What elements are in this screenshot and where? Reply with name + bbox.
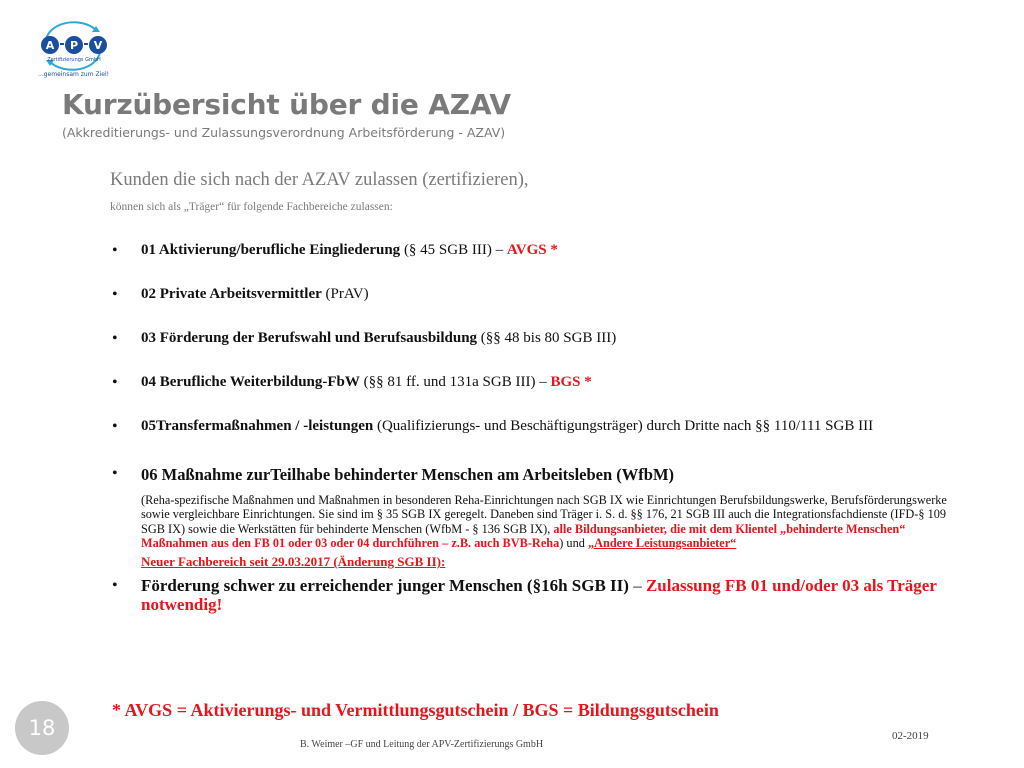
list-item: • 05Transfermaßnahmen / -leistungen (Qualifizierungs- und Beschäftigungsträger) durch Dritte nach §§ 110/111 SGB III xyxy=(110,418,931,435)
svg-text:P: P xyxy=(69,39,79,52)
page-title: Kurzübersicht über die AZAV xyxy=(62,88,511,121)
footnote: * AVGS = Aktivierungs- und Vermittlungsgutschein / BGS = Bildungsgutschein xyxy=(112,700,719,720)
svg-text:A: A xyxy=(45,39,55,52)
list-item-06 xyxy=(110,465,960,570)
fachbereich-list xyxy=(110,242,960,614)
item06-description: (Reha-spezifische Maßnahmen und Maßnahmen in besonderen Reha-Einrichtungen nach SGB IX wie Einrichtungen Berufsbildungswerke, Berufsförderungswerke sowie vergleichbare Einrichtungen. Sie sind im § 35 SGB IX geregelt. Daneben sind Träger i. S. d. §§ 176, 21 SGB III auch die Integrationsfachdienste (IFD-§ 109 SGB IX) sowie die Werkstätten für behinderte Menschen (WfbM - § 136 SGB IX), alle Bildungsanbieter, die mit dem Klientel „behinderte Menschen“ Maßnahmen aus den FB 01 oder 03 oder 04 durchführen – z.B. auch BVB-Reha) und „Andere Leistungsanbieter“ xyxy=(141,493,947,550)
intro-heading: Kunden die sich nach der AZAV zulassen (zertifizieren), xyxy=(110,170,529,190)
page-number: 18 xyxy=(15,701,69,755)
list-item: • 04 Berufliche Weiterbildung-FbW (§§ 81 ff. und 131a SGB III) – BGS * xyxy=(110,374,960,391)
svg-text:Zertifizierungs GmbH: Zertifizierungs GmbH xyxy=(47,57,101,63)
list-item: • 03 Förderung der Berufswahl und Berufsausbildung (§§ 48 bis 80 SGB III) xyxy=(110,330,960,347)
intro-subline: können sich als „Träger“ für folgende Fachbereiche zulassen: xyxy=(110,201,393,213)
logo-emblem xyxy=(34,18,114,74)
item06-heading: • 06 Maßnahme zurTeilhabe behinderter Menschen am Arbeitsleben (WfbM) xyxy=(141,465,675,484)
logo-tagline: ...gemeinsam zum Ziel! xyxy=(38,71,110,78)
svg-text:V: V xyxy=(93,39,103,52)
new-area-note: Neuer Fachbereich seit 29.03.2017 (Änderung SGB II): xyxy=(141,554,446,570)
list-item: • Förderung schwer zu erreichender junger Menschen (§16h SGB II) – Zulassung FB 01 und/oder 03 als Träger notwendig! xyxy=(110,576,961,614)
list-item: • 01 Aktivierung/berufliche Eingliederung (§ 45 SGB III) – AVGS * xyxy=(110,242,960,259)
page-subtitle: (Akkreditierungs- und Zulassungsverordnung Arbeitsförderung - AZAV) xyxy=(62,125,506,140)
list-item: • 02 Private Arbeitsvermittler (PrAV) xyxy=(110,286,960,303)
footer-date: 02-2019 xyxy=(892,730,929,742)
footer-author: B. Weimer –GF und Leitung der APV-Zertifizierungs GmbH xyxy=(300,739,544,750)
